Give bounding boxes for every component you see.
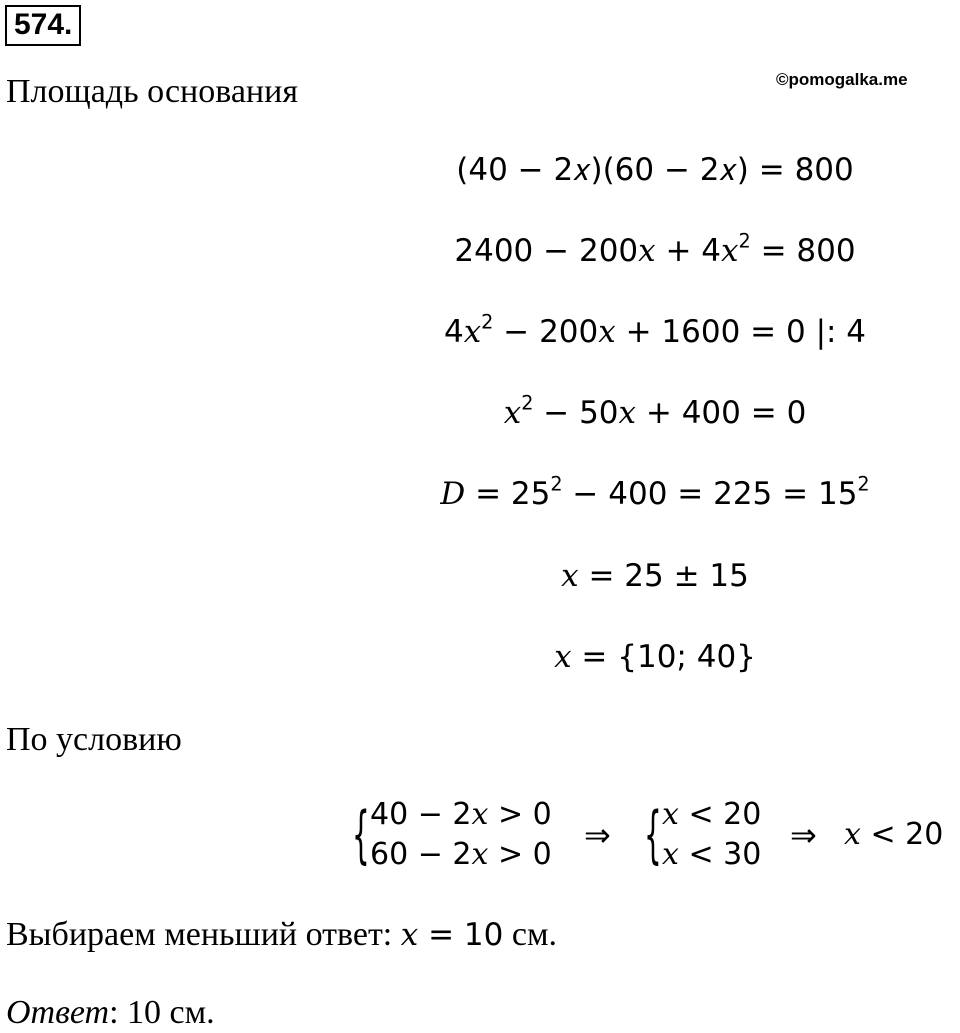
sys-l2-a: 60 − 2 xyxy=(370,837,472,872)
choice-var: x xyxy=(400,917,419,953)
equation-7 xyxy=(0,637,960,677)
equation-5 xyxy=(0,474,960,514)
mid-brace-icon: { xyxy=(644,798,662,871)
eq2-part-a: 2400 − 200 xyxy=(454,233,639,269)
eq7-part-a: = {10; 40} xyxy=(571,639,756,675)
answer-label: Ответ xyxy=(6,994,110,1031)
system-mid-line-2 xyxy=(662,835,761,875)
system-mid-line-1 xyxy=(662,795,761,835)
equation-1 xyxy=(0,150,960,190)
eq5-exponent-2: 2 xyxy=(857,472,870,496)
eq2-var: x xyxy=(638,233,656,269)
sys-m2-b: < 30 xyxy=(678,837,762,872)
system-left-lines xyxy=(370,795,552,875)
equation-1-text: (40 − 2𝑥)(60 − 2𝑥) = 800 xyxy=(456,152,854,188)
equation-4 xyxy=(0,393,960,433)
eq5-part-b: − 400 = 225 = 15 xyxy=(562,476,858,512)
sys-result-var: x xyxy=(844,817,861,852)
sys-m2-var: x xyxy=(662,837,679,872)
watermark: ©pomogalka.me xyxy=(776,70,908,89)
system-mid-lines xyxy=(662,795,761,875)
implies-arrow-2: ⇒ xyxy=(790,816,817,854)
sys-m1-b: < 20 xyxy=(678,797,762,832)
eq3-exponent: 2 xyxy=(481,310,494,334)
eq5-part-a: = 25 xyxy=(465,476,551,512)
system-result xyxy=(844,815,943,855)
eq3-var: x xyxy=(463,314,482,350)
system-left-line-1 xyxy=(370,795,552,835)
eq2-var2: x xyxy=(721,233,739,269)
eq2-part-b: + 4 xyxy=(655,233,722,269)
choice-line xyxy=(6,915,557,955)
sys-l2-var: x xyxy=(471,837,489,872)
equation-6 xyxy=(0,556,960,596)
choice-unit: см. xyxy=(503,916,557,953)
answer-line xyxy=(6,993,215,1033)
sys-l1-var: x xyxy=(471,797,489,832)
choice-value: = 10 xyxy=(418,917,504,953)
eq4-part-b: + 400 = 0 xyxy=(636,395,807,431)
eq4-part-a: − 50 xyxy=(533,395,619,431)
eq5-exponent: 2 xyxy=(550,472,563,496)
eq3-var2: x xyxy=(598,314,616,350)
eq3-part-b: − 200 xyxy=(493,314,599,350)
problem-number: 574. xyxy=(5,5,81,46)
system-left-line-2 xyxy=(370,835,552,875)
equation-3 xyxy=(0,312,960,352)
sys-m1-var: x xyxy=(662,797,679,832)
sys-l1-b: > 0 xyxy=(488,797,552,832)
left-brace-icon: { xyxy=(352,798,370,871)
eq5-var: D xyxy=(440,476,466,512)
equation-2 xyxy=(0,231,960,271)
eq2-exponent: 2 xyxy=(738,229,751,253)
sys-result-b: < 20 xyxy=(860,817,944,852)
eq4-var: x xyxy=(503,395,522,431)
answer-text: : 10 см. xyxy=(109,994,215,1031)
eq4-exponent: 2 xyxy=(521,391,534,415)
eq3-part-c: + 1600 = 0 |: 4 xyxy=(615,314,867,350)
eq6-var: x xyxy=(561,558,579,594)
eq2-part-c: = 800 xyxy=(750,233,856,269)
choice-text: Выбираем меньший ответ: xyxy=(6,916,401,953)
eq7-var: x xyxy=(554,639,572,675)
sys-l1-a: 40 − 2 xyxy=(370,797,472,832)
sys-l2-b: > 0 xyxy=(488,837,552,872)
eq6-part-a: = 25 ± 15 xyxy=(578,558,749,594)
eq4-var2: x xyxy=(618,395,637,431)
eq3-part-a: 4 xyxy=(443,314,464,350)
implies-arrow-1: ⇒ xyxy=(584,816,611,854)
condition-text: По условию xyxy=(6,721,182,758)
intro-text: Площадь основания xyxy=(6,73,298,110)
